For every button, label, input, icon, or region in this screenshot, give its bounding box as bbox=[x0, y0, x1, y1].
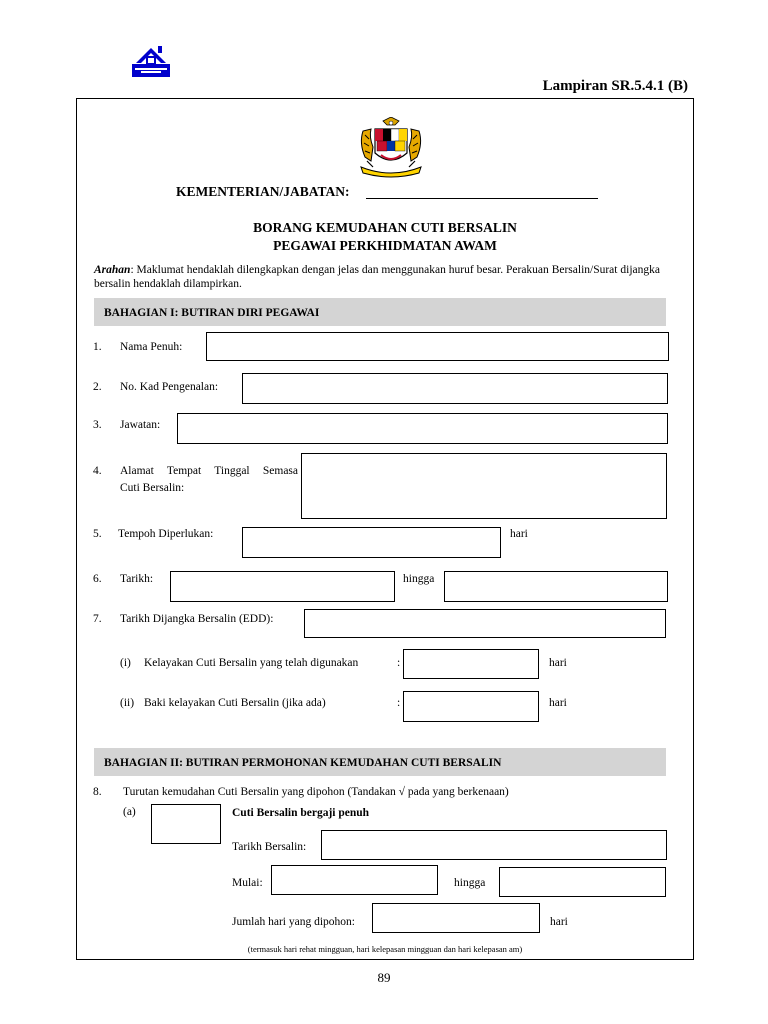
instructions-label: Arahan bbox=[94, 264, 131, 276]
item-number: 5. bbox=[93, 528, 102, 540]
duration-unit: hari bbox=[510, 528, 528, 540]
footnote: (termasuk hari rehat mingguan, hari kelepasan mingguan dan hari kelepasan am) bbox=[247, 944, 523, 954]
address-label-line2: Cuti Bersalin: bbox=[120, 482, 185, 494]
roman-numeral: (i) bbox=[120, 657, 131, 669]
days-requested-field[interactable] bbox=[372, 903, 540, 933]
instructions-text: : Maklumat hendaklah dilengkapkan dengan jelas dan menggunakan huruf besar. Perakuan Bersalin/Surat dijangka bersalin hendaklah dilampirkan. bbox=[94, 264, 660, 290]
position-field[interactable] bbox=[177, 413, 668, 444]
item-number: 8. bbox=[93, 786, 102, 798]
option-letter: (a) bbox=[123, 806, 136, 818]
address-field[interactable] bbox=[301, 453, 667, 519]
ministry-label: KEMENTERIAN/JABATAN: bbox=[176, 184, 350, 199]
section-1-header: BAHAGIAN I: BUTIRAN DIRI PEGAWAI bbox=[94, 298, 666, 326]
balance-entitlement-unit: hari bbox=[549, 697, 567, 709]
malaysia-coat-of-arms-icon bbox=[353, 117, 429, 179]
item-number: 4. bbox=[93, 465, 102, 477]
address-label-line1: Alamat Tempat Tinggal Semasa bbox=[120, 465, 298, 477]
days-requested-unit: hari bbox=[550, 916, 568, 928]
page-number: 89 bbox=[377, 970, 391, 985]
edd-label: Tarikh Dijangka Bersalin (EDD): bbox=[120, 613, 274, 625]
ic-number-field[interactable] bbox=[242, 373, 668, 404]
birth-date-label: Tarikh Bersalin: bbox=[232, 841, 307, 853]
full-name-field[interactable] bbox=[206, 332, 669, 361]
date-end-field[interactable] bbox=[444, 571, 668, 602]
end-date-field[interactable] bbox=[499, 867, 666, 897]
used-entitlement-label: Kelayakan Cuti Bersalin yang telah digunakan bbox=[144, 657, 359, 669]
ic-number-label: No. Kad Pengenalan: bbox=[120, 381, 219, 393]
section-2-header: BAHAGIAN II: BUTIRAN PERMOHONAN KEMUDAHAN CUTI BERSALIN bbox=[94, 748, 666, 776]
edd-field[interactable] bbox=[304, 609, 666, 638]
form-subtitle: PEGAWAI PERKHIDMATAN AWAM bbox=[273, 238, 497, 253]
ministry-input-line[interactable] bbox=[366, 198, 598, 199]
item-number: 6. bbox=[93, 573, 102, 585]
end-date-connector: hingga bbox=[454, 877, 486, 889]
leave-sequence-label: Turutan kemudahan Cuti Bersalin yang dipohon (Tandakan √ pada yang berkenaan) bbox=[123, 786, 509, 798]
position-label: Jawatan: bbox=[120, 419, 161, 431]
date-label: Tarikh: bbox=[120, 573, 154, 585]
colon: : bbox=[397, 697, 401, 709]
birth-date-field[interactable] bbox=[321, 830, 667, 860]
item-number: 3. bbox=[93, 419, 102, 431]
roman-numeral: (ii) bbox=[120, 697, 135, 709]
used-entitlement-field[interactable] bbox=[403, 649, 539, 679]
full-name-label: Nama Penuh: bbox=[120, 341, 183, 353]
item-number: 1. bbox=[93, 341, 102, 353]
duration-field[interactable] bbox=[242, 527, 501, 558]
instructions bbox=[94, 263, 660, 291]
balance-entitlement-field[interactable] bbox=[403, 691, 539, 722]
full-pay-checkbox[interactable] bbox=[151, 804, 221, 844]
days-requested-label: Jumlah hari yang dipohon: bbox=[232, 916, 355, 928]
annex-reference: Lampiran SR.5.4.1 (B) bbox=[542, 78, 688, 94]
date-start-field[interactable] bbox=[170, 571, 395, 602]
start-date-field[interactable] bbox=[271, 865, 438, 895]
date-connector: hingga bbox=[403, 573, 435, 585]
full-pay-option-title: Cuti Bersalin bergaji penuh bbox=[232, 807, 370, 819]
item-number: 7. bbox=[93, 613, 102, 625]
used-entitlement-unit: hari bbox=[549, 657, 567, 669]
balance-entitlement-label: Baki kelayakan Cuti Bersalin (jika ada) bbox=[144, 697, 326, 709]
item-number: 2. bbox=[93, 381, 102, 393]
colon: : bbox=[397, 657, 401, 669]
form-title: BORANG KEMUDAHAN CUTI BERSALIN bbox=[253, 220, 517, 235]
duration-label: Tempoh Diperlukan: bbox=[118, 528, 214, 540]
house-logo-icon bbox=[131, 44, 171, 78]
start-date-label: Mulai: bbox=[232, 877, 263, 889]
